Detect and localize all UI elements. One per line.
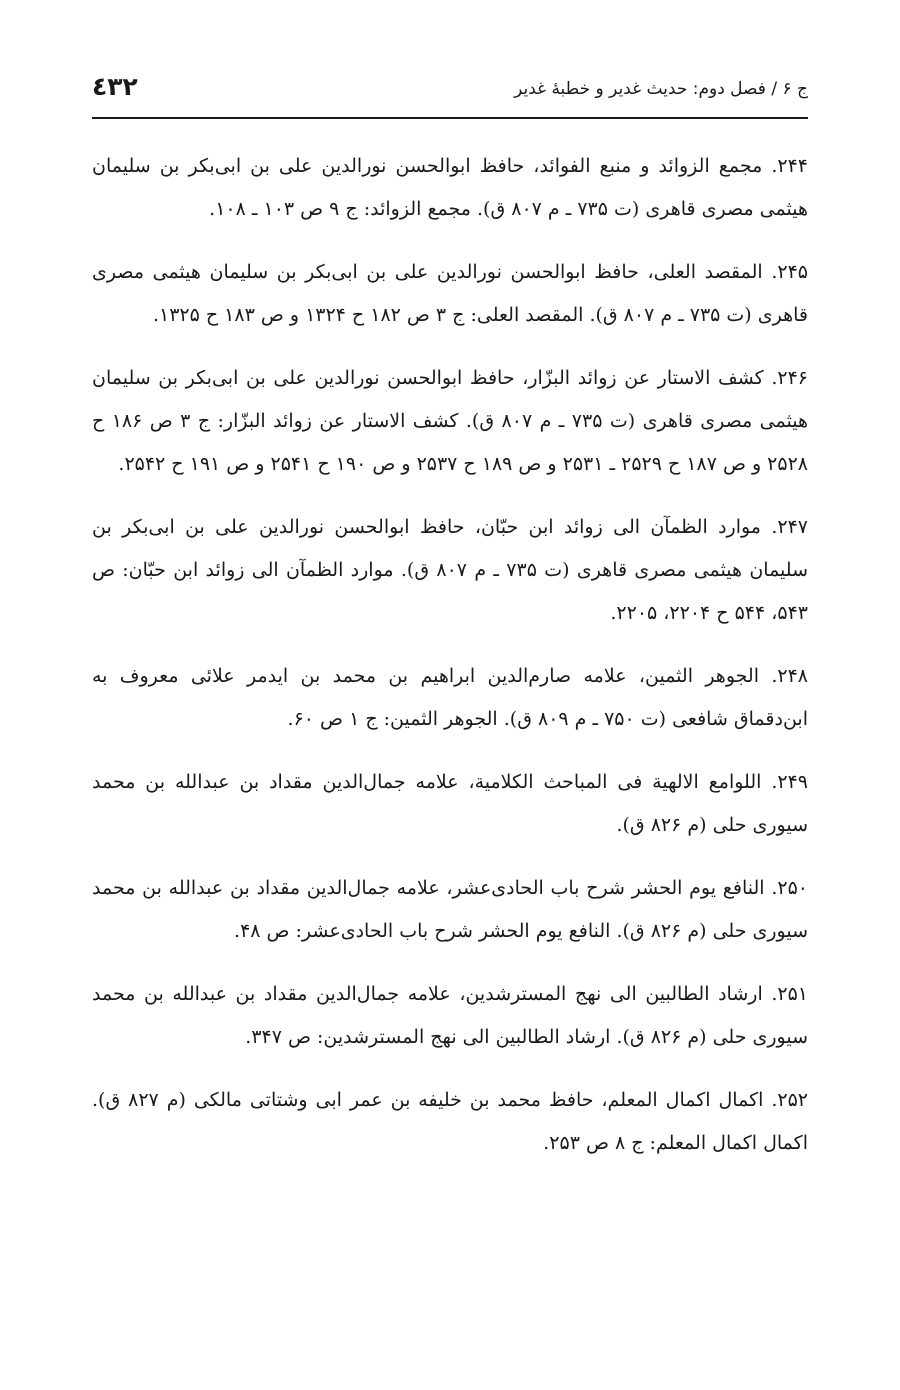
- bibliography-entry: [92, 867, 808, 953]
- entry-text: اكمال اكمال المعلم، حافظ محمد بن خليفه بن عمر ابى وشتاتى مالكى (م ۸۲۷ ق). اكمال اكمال المعلم: ج ۸ ص ۲۵۳.: [92, 1089, 808, 1154]
- bibliography-entry: [92, 973, 808, 1059]
- entry-number: ۲۴۵.: [771, 261, 808, 283]
- entry-number: ۲۵۱.: [771, 983, 809, 1005]
- page-number: ٤٣٢: [92, 72, 138, 101]
- entry-text: موارد الظمآن الى زوائد ابن حبّان، حافظ ابوالحسن نورالدين على بن ابى‌بكر بن سليمان هيثمى مصرى قاهرى (ت ۷۳۵ ـ م ۸۰۷ ق). موارد الظمآن الى زوائد ابن حبّان: ص ۵۴۳، ۵۴۴ ح ۲۲۰۴، ۲۲۰۵.: [92, 516, 808, 624]
- bibliography-entry: [92, 1079, 808, 1165]
- entry-number: ۲۵۲.: [771, 1089, 809, 1111]
- entry-text: مجمع الزوائد و منبع الفوائد، حافظ ابوالحسن نورالدين على بن ابى‌بكر بن سليمان هيثمى مصرى قاهرى (ت ۷۳۵ ـ م ۸۰۷ ق). مجمع الزوائد: ج ۹ ص ۱۰۳ ـ ۱۰۸.: [92, 155, 808, 220]
- bibliography-entry: [92, 655, 808, 741]
- bibliography-entry: [92, 357, 808, 486]
- bibliography-list: [92, 145, 808, 1165]
- bibliography-entry: [92, 506, 808, 635]
- page-header: [92, 70, 808, 114]
- entry-number: ۲۴۶.: [771, 367, 808, 389]
- entry-text: النافع يوم الحشر شرح باب الحادى‌عشر، علامه جمال‌الدين مقداد بن عبدالله بن محمد سيورى حلى (م ۸۲۶ ق). النافع يوم الحشر شرح باب الحادى‌عشر: ص ۴۸.: [92, 877, 808, 942]
- entry-text: ارشاد الطالبين الى نهج المسترشدين، علامه جمال‌الدين مقداد بن عبدالله بن محمد سيورى حلى (م ۸۲۶ ق). ارشاد الطالبين الى نهج المسترشدين: ص ۳۴۷.: [92, 983, 808, 1048]
- bibliography-entry: [92, 145, 808, 231]
- entry-number: ۲۴۴.: [771, 155, 808, 177]
- entry-text: الجوهر الثمين، علامه صارم‌الدين ابراهيم بن محمد بن ايدمر علائى معروف به ابن‌دقماق شافعى (ت ۷۵۰ ـ م ۸۰۹ ق). الجوهر الثمين: ج ۱ ص ۶۰.: [92, 665, 808, 730]
- entry-number: ۲۴۸.: [771, 665, 808, 687]
- bibliography-entry: [92, 761, 808, 847]
- bibliography-entry: [92, 251, 808, 337]
- running-title: ج ۶ / فصل دوم: حديث غدير و خطبهٔ غدير: [514, 79, 808, 99]
- entry-text: كشف الاستار عن زوائد البزّار، حافظ ابوالحسن نورالدين على بن ابى‌بكر بن سليمان هيثمى مصرى قاهرى (ت ۷۳۵ ـ م ۸۰۷ ق). كشف الاستار عن زوائد البزّار: ج ۳ ص ۱۸۶ ح ۲۵۲۸ و ص ۱۸۷ ح ۲۵۲۹ ـ ۲۵۳۱ و ص ۱۸۹ ح ۲۵۳۷ و ص ۱۹۰ ح ۲۵۴۱ و ص ۱۹۱ ح ۲۵۴۲.: [92, 367, 808, 475]
- entry-number: ۲۵۰.: [771, 877, 809, 899]
- entry-text: المقصد العلى، حافظ ابوالحسن نورالدين على بن ابى‌بكر بن سليمان هيثمى مصرى قاهرى (ت ۷۳۵ ـ م ۸۰۷ ق). المقصد العلى: ج ۳ ص ۱۸۲ ح ۱۳۲۴ و ص ۱۸۳ ح ۱۳۲۵.: [92, 261, 808, 326]
- header-rule: [92, 117, 808, 119]
- entry-text: اللوامع الالهية فى المباحث الكلامية، علامه جمال‌الدين مقداد بن عبدالله بن محمد سيورى حلى (م ۸۲۶ ق).: [92, 771, 808, 836]
- entry-number: ۲۴۹.: [771, 771, 808, 793]
- entry-number: ۲۴۷.: [771, 516, 808, 538]
